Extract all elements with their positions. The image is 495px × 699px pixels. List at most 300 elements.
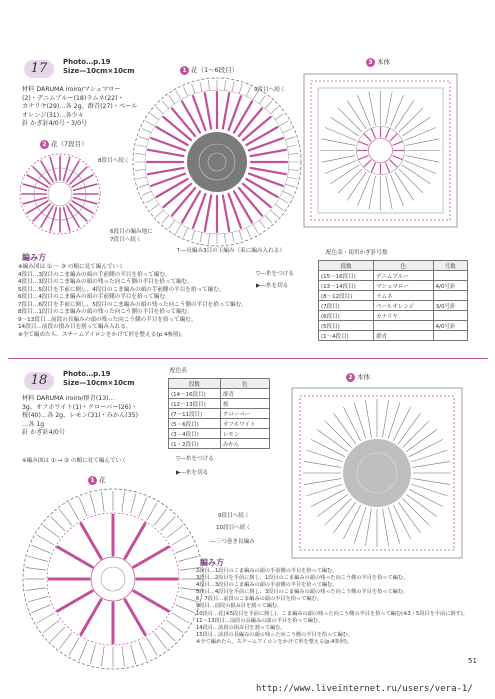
stitch-mark [142, 191, 151, 195]
materials-line: …各 1g [22, 420, 45, 428]
stitch-mark [139, 498, 147, 517]
howto-line: 7段目…6段目を手前に倒し、5段目のこま編みの頭の残った向こう側の半目を拾って編む。 [18, 301, 247, 308]
stitch-mark [395, 101, 414, 129]
stitch-mark [58, 547, 93, 567]
stitch-mark [51, 517, 65, 531]
stitch-mark [205, 196, 211, 231]
stitch-mark [51, 627, 65, 641]
howto-line: ※全て編めたら、スチームアイロンをかけて形を整える(p.4参照)。 [18, 331, 187, 338]
stitch-mark [283, 129, 292, 133]
stitch-mark [23, 184, 46, 190]
stitch-mark [358, 175, 371, 206]
table-header: 段数 [319, 261, 374, 271]
table-title: 配色表 [170, 368, 187, 374]
stitch-mark [286, 184, 296, 187]
stitch-mark [322, 156, 355, 163]
stitch-mark [225, 80, 226, 90]
stitch-mark [406, 430, 437, 452]
stitch-mark [28, 556, 47, 561]
stitch-mark [388, 403, 400, 439]
legend-cut-yarn: ▶―糸を切る [256, 283, 289, 289]
stitch-mark [343, 505, 360, 539]
stitch-mark [70, 204, 87, 221]
stitch-mark [74, 184, 97, 190]
stitch-mark [311, 439, 345, 456]
stitch-mark [139, 184, 149, 187]
legend-3tr: ―三つ巻き長編み [210, 539, 255, 545]
stitch-mark [406, 494, 437, 516]
stitch-mark [325, 160, 356, 173]
diagram-title: 3 本体 [366, 58, 390, 67]
stitch-mark [151, 114, 159, 120]
stitch-mark [406, 139, 439, 146]
stitch-mark [223, 196, 229, 231]
stitch-mark [232, 232, 234, 242]
pattern-number-17: 17 [24, 60, 54, 78]
stitch-mark [383, 509, 389, 546]
stitch-mark [403, 499, 430, 526]
stitch-mark [137, 177, 147, 179]
howto-line: 10段目…花(※5段目を手前に倒し)、こま編みの頭の残った向こう側の半目を拾って編む(※3・5段目を手前に倒す)。 [196, 610, 468, 617]
stitch-mark [125, 600, 145, 635]
stitch-mark [208, 234, 209, 244]
howto-line: 14段目…前段の損み目を割って編み入れる。 [18, 324, 132, 330]
stitch-mark [172, 535, 189, 545]
stitch-mark [41, 206, 53, 227]
stitch-mark [156, 107, 163, 114]
howto-line: ※全て編めたら、スチームアイロンをかけて形を整える(p.4参照)。 [196, 638, 353, 645]
diagram-title: 1 花 [88, 476, 106, 485]
stitch-mark [265, 216, 272, 223]
stitch-mark [67, 161, 79, 182]
howto-line: 6段目…4段目のこま編みの頭の手前側の半目を拾って編む。 [18, 294, 171, 300]
stitch-mark [279, 121, 288, 126]
stitch-mark [41, 161, 53, 182]
stitch-mark [162, 216, 169, 223]
stitch-mark [283, 191, 292, 195]
order-note: ※編み図は ① → ② の順に見て編んでいく [22, 458, 127, 464]
arrow-note: 6段目の編み地に [110, 229, 153, 235]
stitch-mark [122, 492, 125, 512]
stitch-mark [334, 413, 356, 444]
stitch-mark [69, 638, 79, 655]
stitch-mark [64, 157, 70, 180]
materials-line: 針 かぎ針4/0号 [22, 429, 65, 437]
stitch-mark [176, 91, 181, 100]
stitch-mark [70, 167, 87, 184]
table-header: 色 [220, 379, 269, 389]
stitch-mark [311, 489, 345, 506]
stitch-mark [27, 201, 48, 213]
stitch-mark [102, 492, 105, 512]
stitch-mark [161, 517, 175, 531]
stitch-mark [393, 407, 410, 441]
table-row: (3・4段目) レモン [169, 429, 270, 439]
stitch-mark [386, 128, 390, 138]
stitch-mark [304, 479, 342, 485]
stitch-mark [390, 134, 398, 142]
stitch-mark [32, 545, 51, 553]
stitch-mark [399, 108, 423, 132]
arrow-note: 9段目へ続く [218, 513, 250, 519]
stitch-mark [390, 175, 403, 206]
stitch-mark [275, 204, 283, 210]
stitch-mark [386, 176, 393, 209]
table-header: 色 [374, 261, 434, 271]
table-row: (7～11段目) クローバー [169, 409, 270, 419]
stitch-mark [393, 505, 410, 539]
stitch-mark [365, 509, 371, 546]
stitch-mark [167, 525, 183, 537]
howto-block [196, 568, 486, 646]
arrow-note: 10段目へ続く [216, 525, 252, 531]
howto-line: 4段目…3段目のこま編みの頭の手前側の半目を拾って編む。 [18, 271, 171, 278]
flower-small-chart [16, 150, 104, 238]
stitch-mark [275, 114, 283, 120]
page-number: 51 [468, 657, 477, 665]
flower-chart-17 [128, 73, 306, 251]
howto-line: 8段目…1段目のこま編みの頭の残った向こう側の半目を拾って編む。 [18, 309, 193, 315]
stitch-mark [172, 188, 195, 216]
stitch-mark [405, 160, 436, 173]
stitch-mark [251, 150, 286, 156]
stitch-mark [176, 605, 195, 613]
stitch-mark [383, 400, 389, 438]
stitch-mark [331, 165, 359, 184]
stitch-mark [239, 108, 262, 136]
stitch-mark [90, 645, 95, 664]
stitch-mark [90, 494, 95, 513]
howto-line: 14段目…前段の損み目を割って編む。 [196, 624, 286, 631]
stitch-mark [184, 87, 188, 96]
table-row: (6段目) カナリヤ [319, 311, 468, 321]
step-1-icon: 1 [180, 66, 189, 75]
color-table-18 [168, 378, 270, 449]
stitch-mark [409, 439, 443, 456]
stitch-mark [26, 588, 46, 591]
flower-chart-18 [18, 484, 208, 674]
stitch-mark [325, 128, 356, 141]
stitch-mark [239, 231, 242, 241]
stitch-mark [369, 176, 376, 209]
stitch-mark [122, 646, 125, 666]
stitch-mark [192, 84, 195, 94]
table-row: (15～16段目) デニムブルー [319, 271, 468, 281]
stitch-mark [225, 234, 226, 244]
stitch-mark [139, 137, 149, 140]
stitch-mark [386, 163, 390, 173]
table-row: (7段目) ペールオレンジ 3/0号針 [319, 301, 468, 311]
stitch-mark [72, 175, 93, 187]
table-row: (14～16段目) 群青 [169, 389, 270, 399]
stitch-mark [27, 175, 48, 187]
stitch-mark [172, 108, 195, 136]
materials-line: (2)・デニムブルー(18)ラムネ(22)・ [22, 94, 124, 102]
table-header: 段数 [169, 379, 221, 389]
stitch-mark [399, 169, 423, 193]
stitch-mark [413, 461, 451, 467]
stitch-mark [371, 163, 375, 173]
stitch-mark [347, 172, 366, 200]
stitch-mark [131, 494, 136, 513]
legend-cut-yarn: ▶―糸を切る [176, 470, 209, 476]
stitch-mark [135, 153, 145, 154]
stitch-mark [390, 95, 403, 126]
size-info: Size—10cm×10cm [63, 67, 135, 75]
stitch-mark [172, 613, 189, 623]
stitch-mark [246, 87, 250, 96]
howto-line: 9～13段目…前段の長編みの頭の残った向こう側の半目を拾って編む。 [18, 316, 197, 323]
stitch-mark [33, 204, 50, 221]
stitch-mark [411, 450, 447, 462]
stitch-mark [393, 156, 403, 160]
size-info: Size—10cm×10cm [63, 379, 135, 387]
stitch-mark [169, 96, 175, 104]
materials-line: カナリヤ(29)…各 2g、群青(27)・ペール [22, 103, 138, 111]
stitch-mark [72, 201, 93, 213]
stitch-mark [58, 591, 93, 611]
legend-long-stitch: ↑―長編み3目の玉編み（束に編み入れる） [176, 248, 285, 254]
materials-block [22, 86, 137, 129]
stitch-mark [364, 134, 372, 142]
body-square-chart-18 [284, 380, 470, 566]
stitch-mark [334, 502, 356, 533]
stitch-mark [176, 545, 195, 553]
stitch-mark [390, 160, 398, 168]
stitch-mark [406, 156, 439, 163]
stitch-mark [331, 117, 359, 136]
howto-block [18, 264, 247, 339]
step-2-icon: 2 [346, 373, 355, 382]
photo-ref: Photo…p.19 [63, 370, 111, 378]
stitch-mark [317, 430, 348, 452]
stitch-mark [147, 503, 157, 520]
stitch-mark [50, 157, 56, 180]
stitch-mark [208, 80, 209, 90]
stitch-mark [388, 507, 400, 543]
howto-line: 5段目…5段目を手前に倒し、4段目のこま編みの頭の手前側の半目を拾って編む。 [18, 286, 225, 293]
stitch-mark [146, 198, 155, 203]
arrow-note: 9段目へ続く [254, 87, 286, 93]
stitch-mark [286, 137, 296, 140]
stitch-mark [154, 509, 166, 525]
stitch-mark [243, 117, 271, 140]
table-row: (8～12段目) ラムネ [319, 291, 468, 301]
stitch-mark [411, 484, 447, 496]
color-table-17 [318, 260, 468, 341]
stitch-mark [358, 156, 368, 160]
stitch-mark [307, 450, 343, 462]
howto-line: 9段目…前段の損み目を割って編む。 [196, 603, 283, 610]
stitch-mark [338, 108, 362, 132]
stitch-mark [192, 231, 195, 241]
diagram-title: 1 花（1～6段目） [180, 66, 238, 75]
stitch-mark [338, 169, 362, 193]
stitch-mark [386, 92, 393, 125]
step-3-icon: 3 [366, 58, 375, 67]
materials-line: 針 かぎ針4/0号・3/0号 [22, 120, 88, 128]
stitch-mark [131, 645, 136, 664]
stitch-mark [287, 145, 297, 147]
stitch-mark [402, 165, 430, 184]
diagram-title: 2 花（7段目） [40, 140, 88, 149]
stitch-mark [395, 172, 414, 200]
table-row: (1・2段目) みかん [169, 439, 270, 449]
stitch-mark [403, 421, 430, 448]
materials-block [22, 395, 138, 438]
stitch-mark [307, 484, 343, 496]
stitch-mark [365, 400, 371, 438]
stitch-mark [37, 613, 54, 623]
legend-attach-yarn: ▽―糸をつける [256, 271, 294, 277]
stitch-mark [33, 167, 50, 184]
stitch-mark [64, 208, 70, 231]
step-2-icon: 2 [40, 140, 49, 149]
stitch-mark [74, 198, 97, 204]
section-divider [8, 358, 488, 359]
body-square-chart-17 [298, 68, 463, 233]
stitch-mark [59, 633, 71, 649]
stitch-mark [154, 633, 166, 649]
stitch-mark [364, 160, 372, 168]
howto-title: 編み方 [22, 253, 46, 262]
stitch-mark [347, 101, 366, 129]
stitch-mark [405, 128, 436, 141]
stitch-mark [176, 224, 181, 233]
stitch-mark [271, 107, 278, 114]
stitch-mark [223, 93, 229, 128]
howto-line: ※編み図は ① ～ ③ の順に見て編んでいく [18, 264, 124, 270]
stitch-mark [239, 188, 262, 216]
table-header: 号数 [433, 261, 467, 271]
stitch-mark [287, 177, 297, 179]
howto-line: 2段目…1段目のこま編みの頭の手前側の半目を拾って編む。 [196, 568, 338, 574]
legend-attach-yarn: ▽―糸をつける [176, 456, 214, 462]
stitch-mark [184, 228, 188, 237]
photo-ref: Photo…p.19 [63, 58, 111, 66]
stitch-mark [358, 141, 368, 145]
stitch-mark [369, 92, 376, 125]
stitch-mark [325, 499, 352, 526]
stitch-mark [243, 184, 271, 207]
stitch-mark [28, 597, 47, 602]
stitch-mark [137, 145, 147, 147]
arrow-note: 7段目へ続く [110, 237, 142, 243]
howto-line: 6・7段目…前段のこま編みの頭の半目を拾って編む。 [196, 596, 322, 603]
stitch-mark [265, 101, 272, 108]
stitch-mark [81, 600, 101, 635]
howto-line: 3段目…2段目を手前に倒し、1段目のこま編みの頭の残った向こう側の半目を拾って編む。 [196, 575, 409, 582]
step-1-icon: 1 [88, 476, 97, 485]
stitch-mark [139, 642, 147, 661]
stitch-mark [325, 421, 352, 448]
stitch-mark [167, 620, 183, 632]
table-row: (1～4段目) 群青 [319, 331, 468, 341]
howto-line: 5段目…4段目を手前に倒し、3段目のこま編みの頭の残った向こう側の半目を拾って編む。 [196, 589, 409, 596]
stitch-mark [43, 525, 59, 537]
table-row: (5段目) 4/0号針 [319, 321, 468, 331]
stitch-mark [37, 535, 54, 545]
stitch-mark [148, 168, 183, 174]
stitch-mark [134, 547, 169, 567]
stitch-mark [50, 208, 56, 231]
stitch-mark [169, 220, 175, 228]
stitch-mark [163, 184, 191, 207]
stitch-mark [393, 141, 403, 145]
stitch-mark [253, 224, 258, 233]
stitch-mark [259, 220, 265, 228]
stitch-mark [200, 82, 202, 92]
stitch-mark [322, 139, 355, 146]
table-row: (13～14段目) マシュマロー 4/0号針 [319, 281, 468, 291]
howto-line: 4段目…3段目のこま編みの頭の残った向こう側の半目を拾って編む。 [18, 279, 193, 285]
stitch-mark [409, 489, 443, 506]
stitch-mark [67, 206, 79, 227]
howto-title: 編み方 [200, 558, 224, 567]
stitch-mark [26, 568, 46, 571]
stitch-mark [125, 524, 145, 559]
stitch-mark [271, 210, 278, 217]
stitch-mark [43, 620, 59, 632]
materials-line: 材料 DARUMA iroiro/群青(13)… [22, 395, 115, 402]
stitch-mark [148, 150, 183, 156]
stitch-mark [151, 204, 159, 210]
stitch-mark [134, 591, 169, 611]
diagram-title: 2 本体 [346, 373, 370, 382]
stitch-mark [205, 93, 211, 128]
footer-url[interactable]: http://www.liveinternet.ru/users/vera-1/ [256, 684, 473, 694]
stitch-mark [135, 170, 145, 171]
stitch-mark [162, 101, 169, 108]
table-title: 配色表・使用かぎ針号数 [326, 250, 388, 256]
stitch-mark [304, 461, 342, 467]
materials-line: 3g、オフホワイト(1)・クローバー(26)・ [22, 403, 138, 411]
stitch-mark [69, 503, 79, 520]
howto-line: 15段目…前段の長編みの頭の残った向こう側の半目を拾って編む。 [196, 631, 354, 638]
stitch-mark [146, 121, 155, 126]
stitch-mark [142, 129, 151, 133]
stitch-mark [343, 407, 360, 441]
stitch-mark [79, 498, 87, 517]
stitch-mark [102, 646, 105, 666]
stitch-mark [239, 84, 242, 94]
stitch-mark [371, 128, 375, 138]
arrow-note: 8段目へ続く [98, 158, 130, 164]
stitch-mark [163, 117, 191, 140]
stitch-mark [398, 413, 420, 444]
table-row: (5・6段目) オフホワイト [169, 419, 270, 429]
stitch-mark [161, 627, 175, 641]
materials-line: 材料 DARUMA iroiro/マシュマロー [22, 86, 121, 93]
table-row: (12～13段目) 桜 [169, 399, 270, 409]
stitch-mark [354, 507, 366, 543]
stitch-mark [200, 232, 202, 242]
stitch-mark [317, 494, 348, 516]
stitch-mark [358, 95, 371, 126]
howto-line: 4段目…3段目のこま編みの頭の手前側の半目を拾って編む。 [196, 582, 338, 589]
stitch-mark [279, 198, 288, 203]
materials-line: 桜(40)…各 2g、レモン(31)・みかん(35) [22, 412, 138, 420]
pattern-number-18: 18 [24, 372, 54, 390]
stitch-mark [232, 82, 234, 92]
stitch-mark [59, 509, 71, 525]
stitch-mark [147, 638, 157, 655]
stitch-mark [79, 642, 87, 661]
howto-line: 11～13段目…前段の長編みの頭の半目を拾って編む。 [196, 617, 324, 624]
stitch-mark [398, 502, 420, 533]
stitch-mark [259, 96, 265, 104]
materials-line: オレンジ(31)…各少々 [22, 111, 84, 119]
